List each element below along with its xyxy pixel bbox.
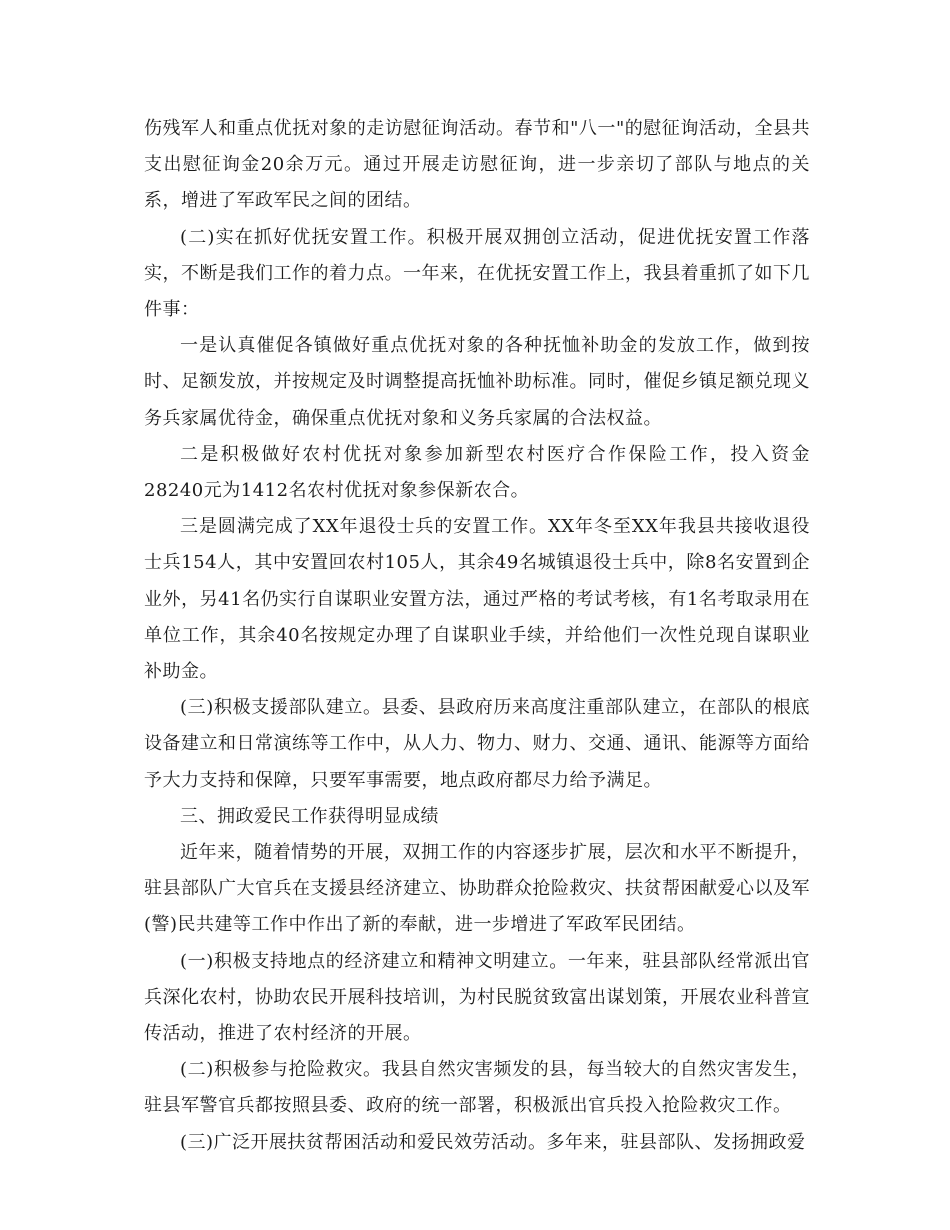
paragraph-6: (三)积极支援部队建立。县委、县政府历来高度注重部队建立，在部队的根底设备建立和日常演练等工作中，从人力、物力、财力、交通、通讯、能源等方面给予大力支持和保障，只要军事需要，地点政府都尽力给予满足。 — [144, 697, 810, 791]
document-body — [144, 111, 810, 1161]
paragraph-4: 二是积极做好农村优抚对象参加新型农村医疗合作保险工作，投入资金28240元为1412名农村优抚对象参保新农合。 — [144, 443, 810, 502]
paragraph-1: 伤残军人和重点优抚对象的走访慰征询活动。春节和"八一"的慰征询活动，全县共支出慰征询金20余万元。通过开展走访慰征询，进一步亲切了部队与地点的关系，增进了军政军民之间的团结。 — [144, 118, 810, 212]
paragraph-11: (三)广泛开展扶贫帮困活动和爱民效劳活动。多年来，驻县部队、发扬拥政爱 — [180, 1131, 806, 1153]
paragraph-2: (二)实在抓好优抚安置工作。积极开展双拥创立活动，促进优抚安置工作落实，不断是我们工作的着力点。一年来，在优抚安置工作上，我县着重抓了如下几件事： — [144, 226, 810, 321]
paragraph-8: 近年来，随着情势的开展，双拥工作的内容逐步扩展，层次和水平不断提升，驻县部队广大官兵在支援县经济建立、协助群众抢险救灾、扶贫帮困献爱心以及军(警)民共建等工作中作出了新的奉献，进一步增进了军政军民团结。 — [144, 842, 810, 936]
paragraph-9: (一)积极支持地点的经济建立和精神文明建立。一年来，驻县部队经常派出官兵深化农村，协助农民开展科技培训，为村民脱贫致富出谋划策，开展农业科普宣传活动，推进了农村经济的开展。 — [144, 950, 810, 1045]
paragraph-10: (二)积极参与抢险救灾。我县自然灾害频发的县，每当较大的自然灾害发生，驻县军警官兵都按照县委、政府的统一部署，积极派出官兵投入抢险救灾工作。 — [144, 1059, 810, 1117]
paragraph-5: 三是圆满完成了XX年退役士兵的安置工作。XX年冬至XX年我县共接收退役士兵154人，其中安置回农村105人，其余49名城镇退役士兵中，除8名安置到企业外，另41名仍实行自谋职业安置方法，通过严格的考试考核，有1名考取录用在单位工作，其余40名按规定办理了自谋职业手续，并给他们一次性兑现自谋职业补助金。 — [144, 516, 810, 683]
section-heading: 三、拥政爱民工作获得明显成绩 — [180, 805, 439, 827]
paragraph-3: 一是认真催促各镇做好重点优抚对象的各种抚恤补助金的发放工作，做到按时、足额发放，并按规定及时调整提高抚恤补助标准。同时，催促乡镇足额兑现义务兵家属优待金，确保重点优抚对象和义务兵家属的合法权益。 — [144, 335, 810, 429]
